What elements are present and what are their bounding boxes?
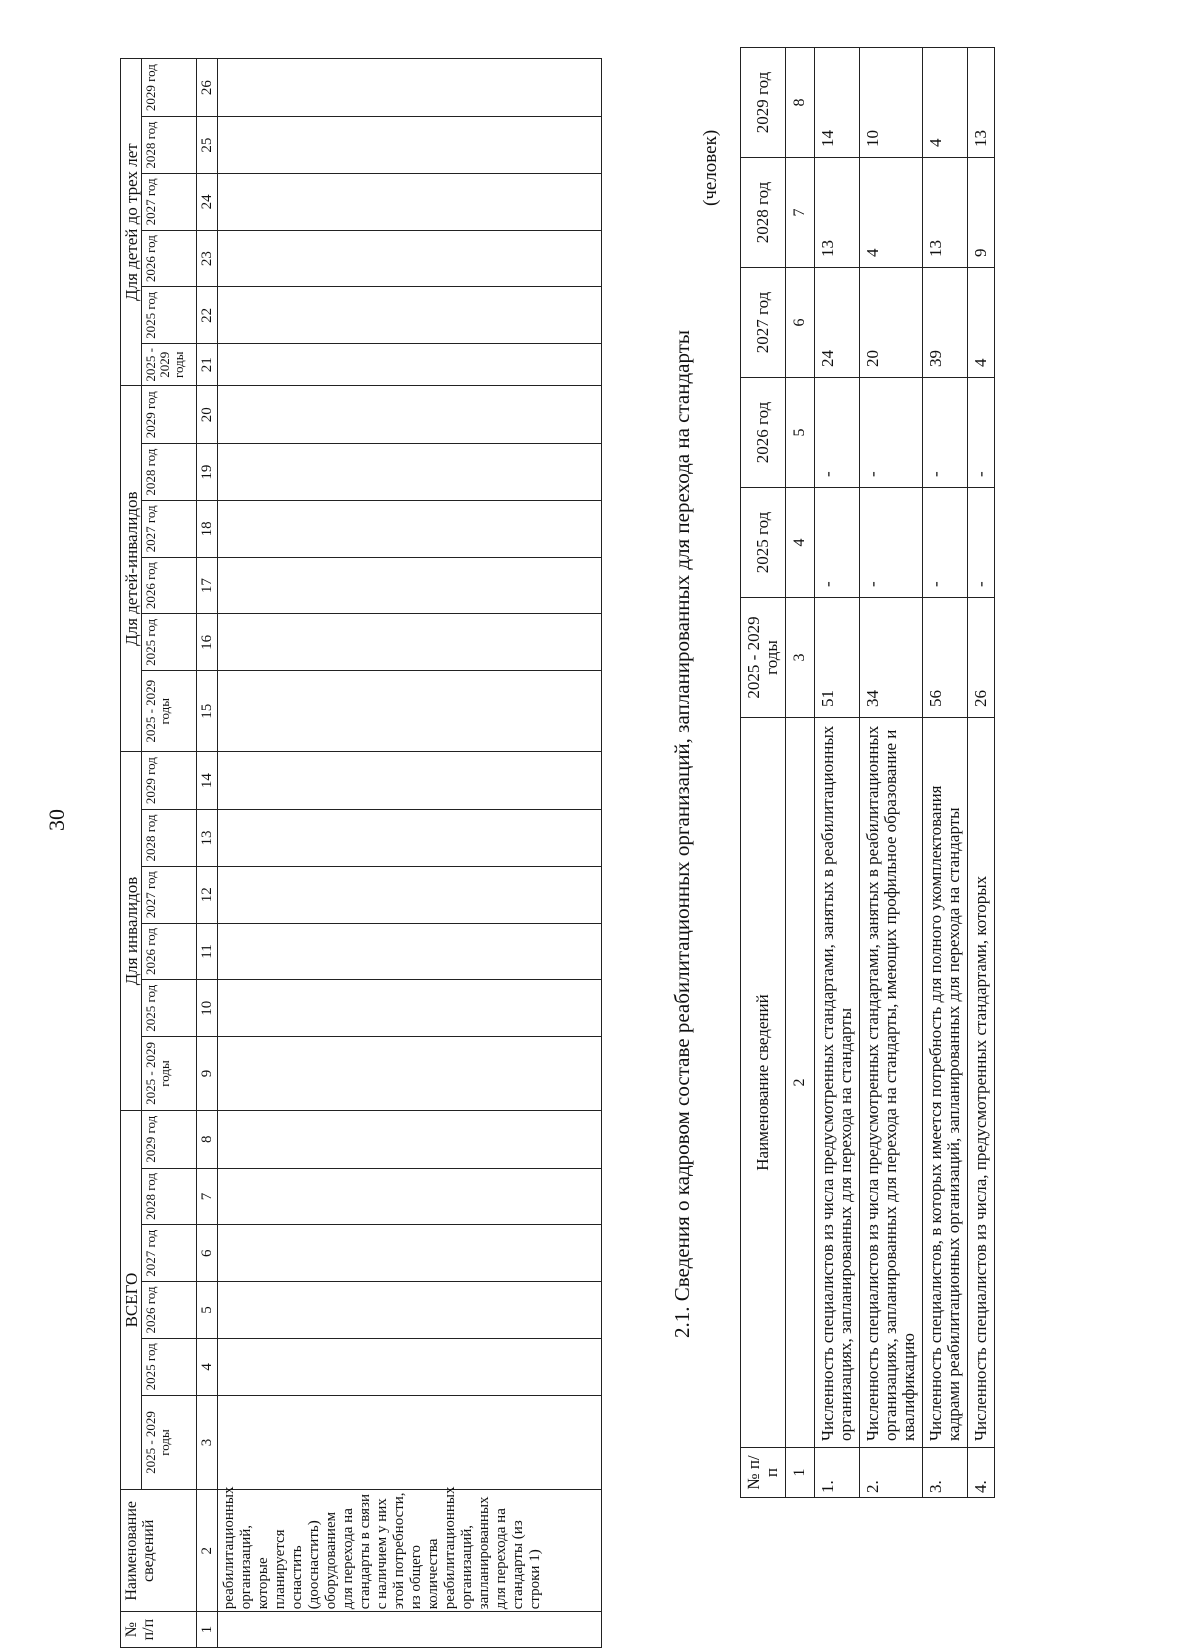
row-number <box>218 1612 602 1648</box>
row-name: Численность специалистов из числа предусмотренных стандартами, занятых в реабилитационных организациях, запланированных для перехода на стандарты, имеющих профильное образование и квалификацию <box>860 718 923 1448</box>
column-number: 21 <box>197 344 218 386</box>
empty-cell <box>218 444 602 501</box>
empty-cell <box>218 671 602 752</box>
col-header-period: 2025 - 2029 годы <box>741 598 786 718</box>
year-header: 2028 год <box>142 444 197 501</box>
row-name: реабилитационных организаций, которые планируется оснастить (дооснастить) оборудованием для перехода на стандарты в связи с наличием у них этой потребности, из общего количества реабилитационных организаций, запланированных для перехода на стандарты (из строки 1) <box>218 1490 602 1612</box>
col-header-no: № п/п <box>121 1612 197 1648</box>
cell-value: 39 <box>923 268 968 378</box>
column-number: 7 <box>197 1168 218 1225</box>
column-number: 6 <box>197 1225 218 1282</box>
cell-value: 26 <box>968 598 995 718</box>
column-number: 22 <box>197 287 218 344</box>
column-number: 20 <box>197 386 218 444</box>
column-number: 5 <box>786 378 815 488</box>
cell-value: - <box>923 378 968 488</box>
column-number: 16 <box>197 614 218 671</box>
group-header-children-under-three: Для детей до трех лет <box>121 59 142 386</box>
year-header: 2027 год <box>142 500 197 557</box>
year-header: 2025 - 2029 годы <box>142 344 197 386</box>
year-header: 2029 год <box>142 752 197 810</box>
cell-value: 4 <box>968 268 995 378</box>
year-header: 2026 год <box>142 923 197 980</box>
row-name: Численность специалистов из числа, предусмотренных стандартами, которых <box>968 718 995 1448</box>
year-header: 2025 - 2029 годы <box>142 1395 197 1490</box>
column-number: 4 <box>786 488 815 598</box>
row-name: Численность специалистов, в которых имеется потребность для полного укомплектования кадрами реабилитационных организаций, запланированных для перехода на стандарты <box>923 718 968 1448</box>
cell-value: - <box>968 378 995 488</box>
empty-cell <box>218 980 602 1037</box>
column-number: 23 <box>197 230 218 287</box>
cell-value: - <box>815 488 860 598</box>
cell-value: 34 <box>860 598 923 718</box>
table-row <box>218 59 602 1648</box>
column-number: 1 <box>197 1612 218 1648</box>
year-header: 2025 - 2029 годы <box>142 1037 197 1111</box>
row-number: 2. <box>860 1448 923 1498</box>
column-number: 18 <box>197 500 218 557</box>
year-header: 2029 год <box>142 1110 197 1168</box>
column-number: 3 <box>786 598 815 718</box>
year-header: 2026 год <box>142 1282 197 1339</box>
column-number: 8 <box>786 48 815 158</box>
year-header: 2027 год <box>142 173 197 230</box>
group-header-total: ВСЕГО <box>121 1110 142 1490</box>
year-header: 2025 год <box>142 287 197 344</box>
empty-cell <box>218 230 602 287</box>
empty-cell <box>218 1225 602 1282</box>
cell-value: - <box>968 488 995 598</box>
year-header: 2027 год <box>142 866 197 923</box>
col-header-year: 2026 год <box>741 378 786 488</box>
empty-cell <box>218 287 602 344</box>
group-header-disabled-children: Для детей-инвалидов <box>121 386 142 752</box>
empty-cell <box>218 1395 602 1490</box>
column-number: 19 <box>197 444 218 501</box>
column-number: 1 <box>786 1448 815 1498</box>
group-header-disabled: Для инвалидов <box>121 752 142 1111</box>
empty-cell <box>218 173 602 230</box>
column-number: 12 <box>197 866 218 923</box>
column-number: 24 <box>197 173 218 230</box>
year-header: 2027 год <box>142 1225 197 1282</box>
col-header-year: 2029 год <box>741 48 786 158</box>
column-number: 5 <box>197 1282 218 1339</box>
page-number: 30 <box>44 809 69 831</box>
empty-cell <box>218 1110 602 1168</box>
year-header: 2029 год <box>142 386 197 444</box>
col-header-name: Наименование сведений <box>741 718 786 1448</box>
column-number: 3 <box>197 1395 218 1490</box>
row-number: 4. <box>968 1448 995 1498</box>
empty-cell <box>218 1282 602 1339</box>
column-number: 11 <box>197 923 218 980</box>
empty-cell <box>218 1168 602 1225</box>
column-number: 6 <box>786 268 815 378</box>
cell-value: - <box>860 488 923 598</box>
column-number: 2 <box>786 718 815 1448</box>
cell-value: 4 <box>923 48 968 158</box>
column-number: 13 <box>197 810 218 867</box>
table-row <box>968 48 995 1498</box>
year-header: 2025 год <box>142 614 197 671</box>
unit-label: (человек) <box>700 129 721 206</box>
cell-value: 10 <box>860 48 923 158</box>
empty-cell <box>218 614 602 671</box>
column-number: 2 <box>197 1490 218 1612</box>
cell-value: 24 <box>815 268 860 378</box>
year-header: 2029 год <box>142 59 197 117</box>
year-header: 2026 год <box>142 557 197 614</box>
cell-value: 9 <box>968 158 995 268</box>
empty-cell <box>218 810 602 867</box>
row-name: Численность специалистов из числа предусмотренных стандартами, занятых в реабилитационных организациях, запланированных для перехода на стандарты <box>815 718 860 1448</box>
staffing-table <box>740 47 995 1498</box>
row-number: 3. <box>923 1448 968 1498</box>
section-title: 2.1. Сведения о кадровом составе реабилитационных организаций, запланированных для перехода на стандарты <box>670 330 694 1338</box>
col-header-name: Наименование сведений <box>121 1490 197 1612</box>
row-number: 1. <box>815 1448 860 1498</box>
cell-value: 13 <box>815 158 860 268</box>
year-header: 2025 год <box>142 980 197 1037</box>
year-header: 2028 год <box>142 117 197 174</box>
cell-value: - <box>860 378 923 488</box>
year-header: 2028 год <box>142 810 197 867</box>
cell-value: 56 <box>923 598 968 718</box>
empty-cell <box>218 1338 602 1395</box>
cell-value: 14 <box>815 48 860 158</box>
column-number: 8 <box>197 1110 218 1168</box>
year-header: 2028 год <box>142 1168 197 1225</box>
column-number: 25 <box>197 117 218 174</box>
col-header-no: № п/п <box>741 1448 786 1498</box>
cell-value: 13 <box>968 48 995 158</box>
column-number: 26 <box>197 59 218 117</box>
empty-cell <box>218 386 602 444</box>
empty-cell <box>218 59 602 117</box>
table-row <box>923 48 968 1498</box>
column-number: 9 <box>197 1037 218 1111</box>
empty-cell <box>218 500 602 557</box>
empty-cell <box>218 923 602 980</box>
year-header: 2025 - 2029 годы <box>142 671 197 752</box>
equipment-table <box>120 58 602 1648</box>
table-row <box>815 48 860 1498</box>
cell-value: 4 <box>860 158 923 268</box>
column-number: 17 <box>197 557 218 614</box>
empty-cell <box>218 752 602 810</box>
table-row <box>860 48 923 1498</box>
empty-cell <box>218 344 602 386</box>
column-number: 10 <box>197 980 218 1037</box>
cell-value: 51 <box>815 598 860 718</box>
column-number: 15 <box>197 671 218 752</box>
col-header-year: 2025 год <box>741 488 786 598</box>
year-header: 2025 год <box>142 1338 197 1395</box>
cell-value: - <box>923 488 968 598</box>
cell-value: - <box>815 378 860 488</box>
column-number: 4 <box>197 1338 218 1395</box>
empty-cell <box>218 866 602 923</box>
column-number: 14 <box>197 752 218 810</box>
cell-value: 20 <box>860 268 923 378</box>
empty-cell <box>218 1037 602 1111</box>
col-header-year: 2027 год <box>741 268 786 378</box>
cell-value: 13 <box>923 158 968 268</box>
empty-cell <box>218 557 602 614</box>
col-header-year: 2028 год <box>741 158 786 268</box>
year-header: 2026 год <box>142 230 197 287</box>
empty-cell <box>218 117 602 174</box>
column-number: 7 <box>786 158 815 268</box>
